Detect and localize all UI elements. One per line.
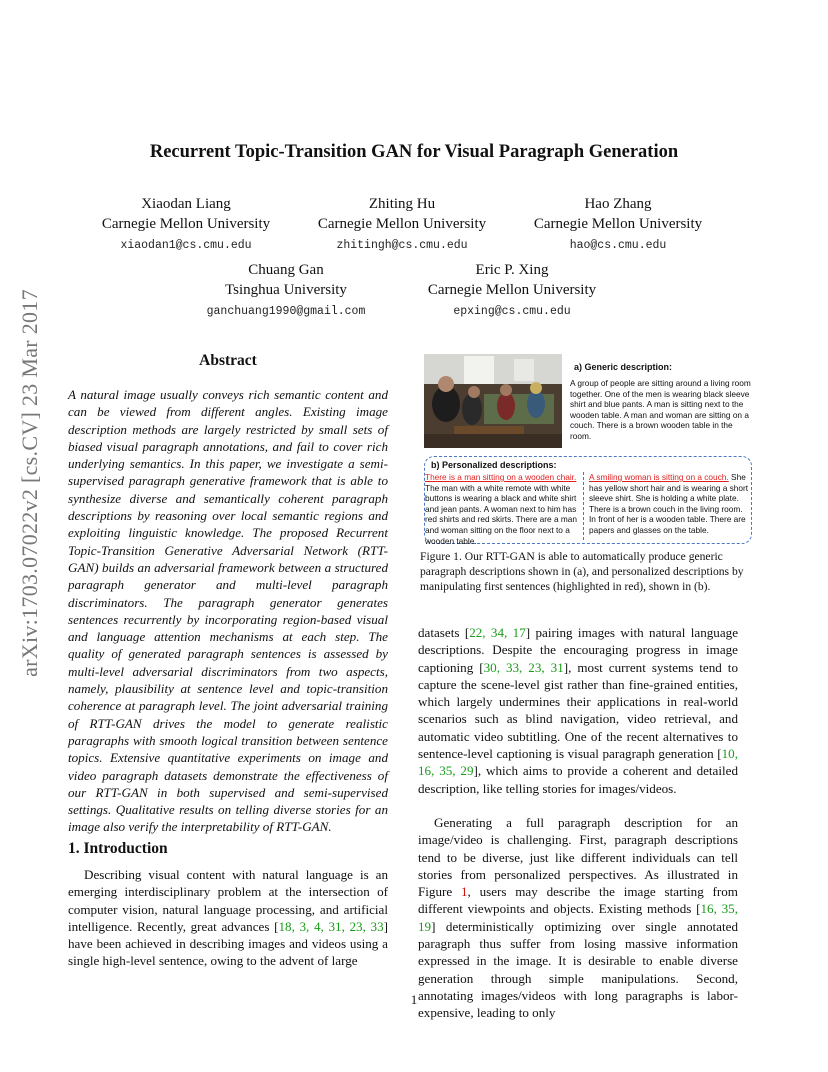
arxiv-stamp: arXiv:1703.07022v2 [cs.CV] 23 Mar 2017 <box>17 289 42 677</box>
personalized-left: There is a man sitting on a wooden chair. The man with a white remote with white buttons is wearing a black and white shirt and jean pants. A woman next to him has red shirts and red skirts. There are a man and woman sitting on the floor next to a wooden table. <box>425 472 578 546</box>
author-name: Zhiting Hu <box>368 196 436 212</box>
figure-1 <box>424 354 752 544</box>
living-room-photo <box>424 354 562 448</box>
personalized-heading: b) Personalized descriptions: <box>431 460 557 470</box>
personalized-right: A smiling woman is sitting on a couch. She has yellow short hair and is wearing a short sleeve shirt. She is holding a white plate. There is a brown couch in the living room. In front of her is a wooden table. There are papers and glasses on the table. <box>589 472 749 535</box>
figure-ref-link[interactable]: 1 <box>460 884 468 900</box>
abstract-text: A natural image usually conveys rich semantic content and can be viewed from different angles. Existing image description methods are largely restricted by small sets of biased visual paragraph annotations, and fail to cover rich underlying semantics. In this paper, we investigate a semi-supervised paragraph generative framework that is able to synthesize diverse and semantically coherent paragraph descriptions by reasoning over local semantic regions and exploiting linguistic knowledge. The proposed Recurrent Topic-Transition Generative Adversarial Network (RTT-GAN) builds an adversarial framework between a structured paragraph generator and multi-level paragraph discriminators. The paragraph generator generates sentences recurrently by incorporating region-based visual and language attention mechanisms at each step. The quality of generated paragraph sentences is assessed by multi-level adversarial discriminators from two aspects, namely, plausibility at sentence level and topic-transition coherence at paragraph level. The joint adversarial training of RTT-GAN drives the model to generate realistic paragraphs with smooth logical transition between sentence topics. Extensive quantitative experiments on image and video paragraph datasets demonstrate the effectiveness of our RTT-GAN in both supervised and semi-supervised settings. Qualitative results on telling diverse stories for an image also verify the interpretability of RTT-GAN. <box>68 387 388 835</box>
citation-link[interactable]: 10, 16, 35, 29 <box>418 746 738 779</box>
first-sentence-highlight: A smiling woman is sitting on a couch. <box>589 472 729 482</box>
intro-paragraph: Describing visual content with natural language is an emerging interdisciplinary problem at the intersection of computer vision, natural language processing, and artificial intelligence. Recently, great advances [18, 3, 4, 31, 23, 33] have been achieved in describing images and videos using a single high-level sentence, owing to the advent of large <box>68 867 389 969</box>
citation-link[interactable]: 30, 33, 23, 31 <box>483 659 564 675</box>
personalized-box <box>424 456 752 544</box>
author-block <box>186 260 386 322</box>
figure-caption: Figure 1. Our RTT-GAN is able to automatically produce generic paragraph descriptions shown in (a), and personalized descriptions by manipulating first sentences (highlighted in red), shown in (b). <box>420 550 744 593</box>
author-affiliation: Carnegie Mellon University <box>427 282 597 298</box>
author-email[interactable]: xiaodan1@cs.cmu.edu <box>120 239 252 252</box>
paper-title: Recurrent Topic-Transition GAN for Visual Paragraph Generation <box>149 142 679 162</box>
author-email[interactable]: epxing@cs.cmu.edu <box>453 305 571 318</box>
author-name: Chuang Gan <box>248 262 324 278</box>
generic-description: A group of people are sitting around a living room together. One of the men is wearing black sleeve shirt and blue pants. A man is sitting next to the wooden table. A man and woman are sitting on a couch. There is a brown wooden table in the room. <box>570 378 751 441</box>
author-affiliation: Carnegie Mellon University <box>533 216 703 232</box>
author-block <box>518 194 718 256</box>
author-name: Eric P. Xing <box>475 262 549 278</box>
author-email[interactable]: zhitingh@cs.cmu.edu <box>336 239 468 252</box>
author-affiliation: Carnegie Mellon University <box>317 216 487 232</box>
column-divider <box>583 472 584 540</box>
page-number: 1 <box>410 992 418 1007</box>
citation-link[interactable]: 16, 35, 19 <box>418 901 738 934</box>
photo-illustration <box>424 354 562 448</box>
author-block <box>86 194 286 256</box>
right-paragraph-2: Generating a full paragraph description for an image/video is challenging. First, paragraph descriptions tend to be diverse, just like different individuals can tell stories from personalized perspectives. As illustrated in Figure 1, users may describe the image starting from different viewpoints and objects. Existing methods [16, 35, 19] deterministically optimizing over single annotated paragraph thus suffer from losing massive information expressed in the image. It is desirable to enable diverse generation through simple manipulations. Second, annotating images/videos with long paragraphs is labor-expensive, leading to only <box>418 815 738 1021</box>
author-affiliation: Tsinghua University <box>225 282 347 298</box>
author-name: Xiaodan Liang <box>141 196 231 212</box>
generic-heading: a) Generic description: <box>574 362 673 372</box>
author-affiliation: Carnegie Mellon University <box>101 216 271 232</box>
first-sentence-highlight: There is a man sitting on a wooden chair. <box>425 472 577 482</box>
citation-link[interactable]: 22, 34, 17 <box>469 625 526 640</box>
author-block <box>412 260 612 322</box>
intro-heading: 1. Introduction <box>68 840 168 857</box>
abstract-heading: Abstract <box>199 352 257 369</box>
author-name: Hao Zhang <box>584 196 652 212</box>
citation-link[interactable]: 18, 3, 4, 31, 23, 33 <box>278 918 384 934</box>
author-email[interactable]: hao@cs.cmu.edu <box>569 239 667 252</box>
right-paragraph-1: datasets [22, 34, 17] pairing images with natural language descriptions. Despite the encouraging progress in image captioning [30, 33, 23, 31], most current systems tend to capture the scene-level gist rather than fine-grained entities, which largely undermines their applications in real-world scenarios such as blind navigation, video retrieval, and automatic video subtitling. One of the recent alternatives to sentence-level captioning is visual paragraph generation [10, 16, 35, 29], which aims to provide a coherent and detailed description, like telling stories for images/videos. <box>418 625 739 796</box>
author-block <box>302 194 502 256</box>
author-email[interactable]: ganchuang1990@gmail.com <box>206 305 366 318</box>
